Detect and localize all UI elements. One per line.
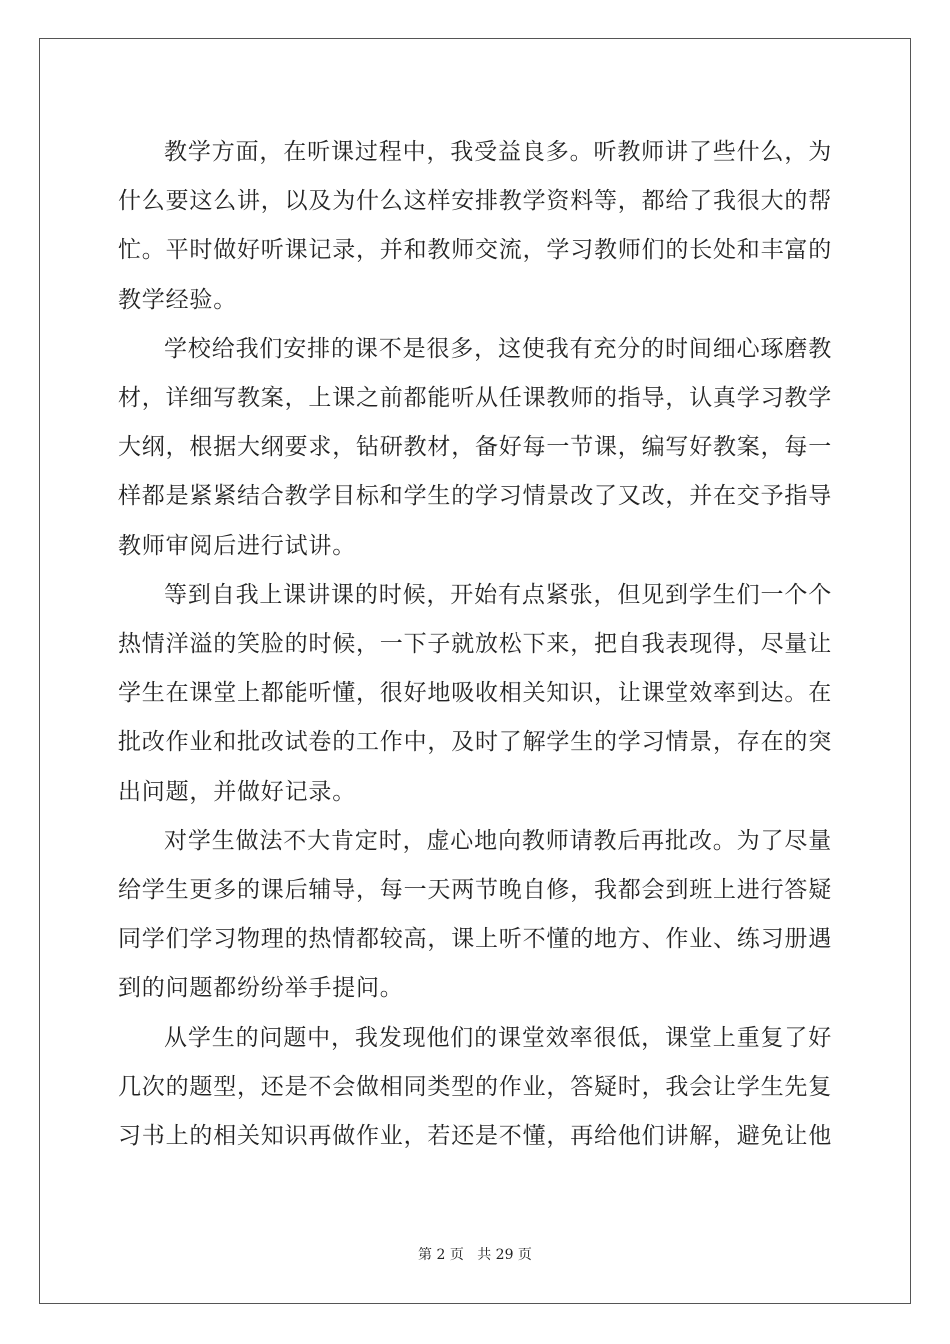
paragraph-3: 等到自我上课讲课的时候，开始有点紧张，但见到学生们一个个热情洋溢的笑脸的时候，一下子就放松下来，把自我表现得，尽量让学生在课堂上都能听懂，很好地吸收相关知识，让课堂效率到达。在批改作业和批改试卷的工作中，及时了解学生的学习情景，存在的突出问题，并做好记录。 [118, 581, 832, 805]
document-body [118, 128, 832, 1161]
page-footer [0, 1244, 950, 1264]
total-pages: 共 29 页 [477, 1247, 532, 1263]
paragraph-1: 教学方面，在听课过程中，我受益良多。听教师讲了些什么，为什么要这么讲，以及为什么这样安排教学资料等，都给了我很大的帮忙。平时做好听课记录，并和教师交流，学习教师们的长处和丰富的教学经验。 [118, 139, 832, 313]
paragraph-2: 学校给我们安排的课不是很多，这使我有充分的时间细心琢磨教材，详细写教案，上课之前都能听从任课教师的指导，认真学习教学大纲，根据大纲要求，钻研教材，备好每一节课，编写好教案，每一样都是紧紧结合教学目标和学生的学习情景改了又改，并在交予指导教师审阅后进行试讲。 [118, 335, 832, 559]
paragraph-4: 对学生做法不大肯定时，虚心地向教师请教后再批改。为了尽量给学生更多的课后辅导，每一天两节晚自修，我都会到班上进行答疑同学们学习物理的热情都较高，课上听不懂的地方、作业、练习册遇到的问题都纷纷举手提问。 [118, 827, 832, 1002]
page-number: 第 2 页 [418, 1247, 464, 1263]
paragraph-5: 从学生的问题中，我发现他们的课堂效率很低，课堂上重复了好几次的题型，还是不会做相同类型的作业，答疑时，我会让学生先复习书上的相关知识再做作业，若还是不懂，再给他们讲解，避免让他 [118, 1024, 832, 1150]
